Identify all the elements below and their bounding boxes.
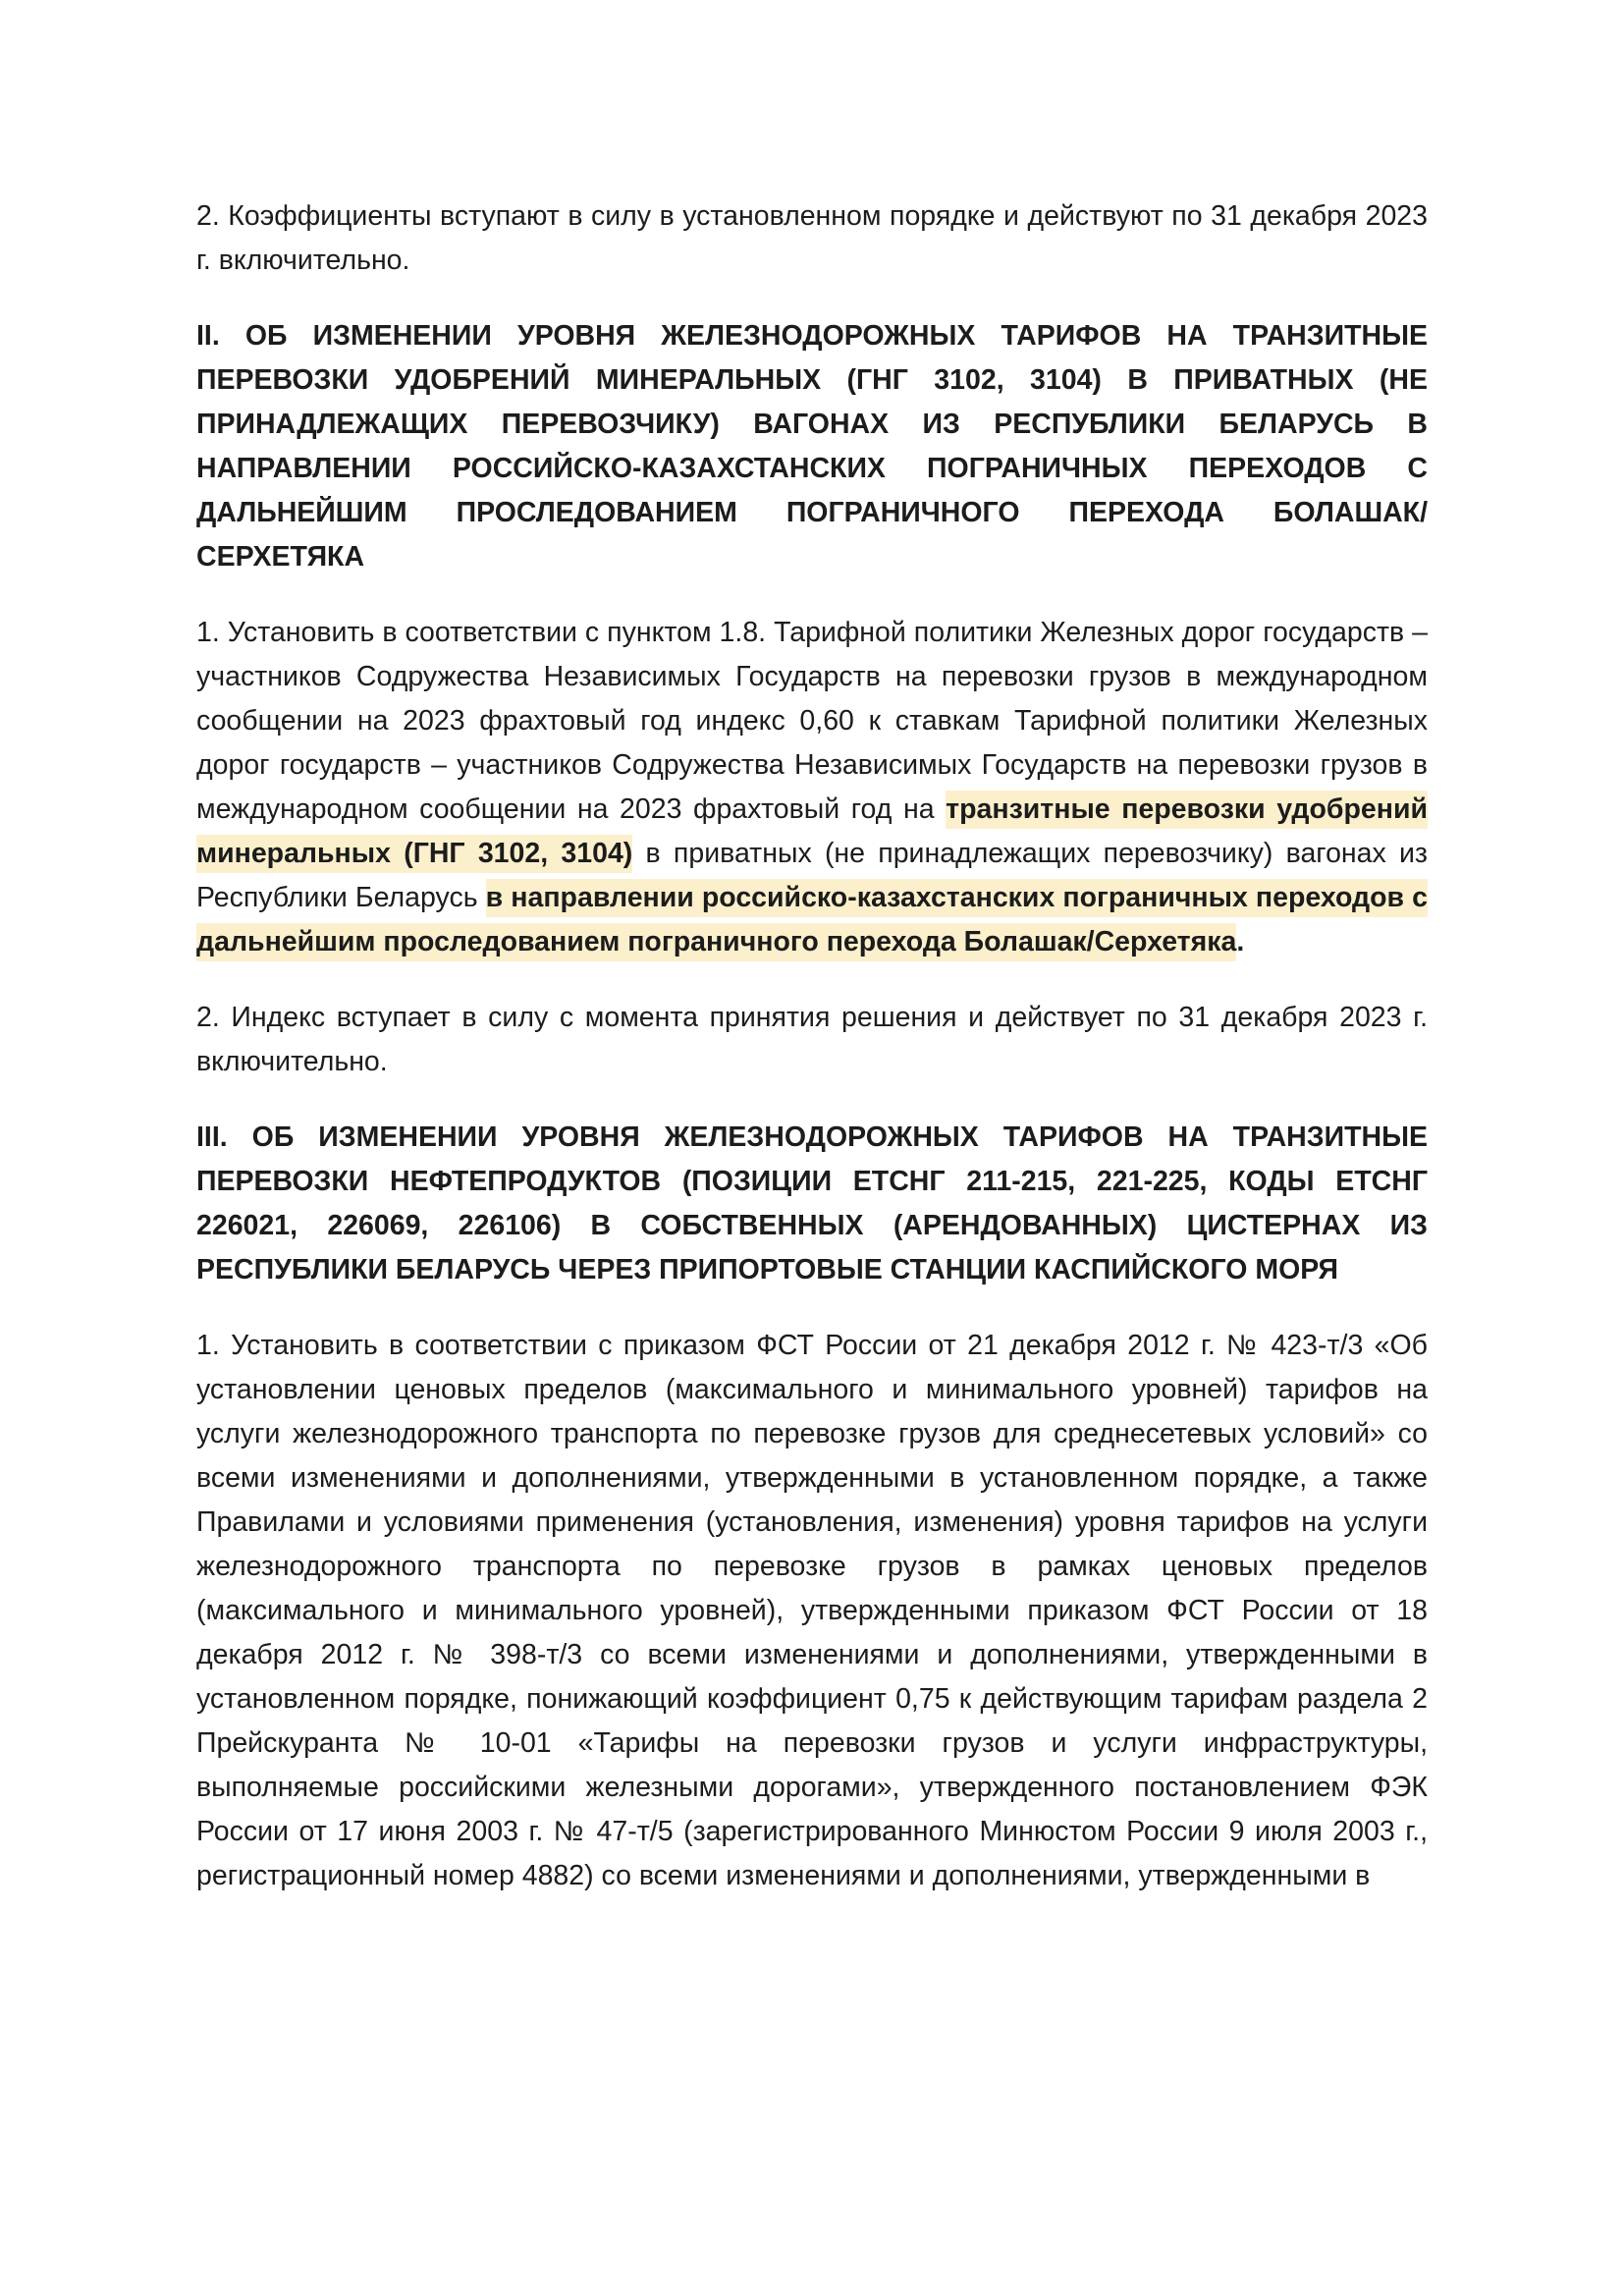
- section-heading: [196, 1116, 1428, 1292]
- section-heading: [196, 314, 1428, 579]
- text-run: 2. Индекс вступает в силу с момента принятия решения и действует по 31 декабря 2023 г. включительно.: [196, 1002, 1428, 1077]
- body-paragraph: [196, 996, 1428, 1084]
- body-paragraph: [196, 1324, 1428, 1898]
- text-run: 1. Установить в соответствии с пунктом 1.8. Тарифной политики Железных дорог государств – участников Содружества Независимых Государств на перевозки грузов в международном сообщении на 2023 фрахтовый год индекс 0,60 к ставкам Тарифной политики Железных дорог государств – участников Содружества Независимых Государств на перевозки грузов в международном сообщении на 2023 фрахтовый год на: [196, 617, 1428, 825]
- highlighted-text-run: транзитные перевозки удобрений минеральных (ГНГ 3102, 3104): [196, 793, 1428, 869]
- text-run: III. ОБ ИЗМЕНЕНИИ УРОВНЯ ЖЕЛЕЗНОДОРОЖНЫХ ТАРИФОВ НА ТРАНЗИТНЫЕ ПЕРЕВОЗКИ НЕФТЕПРОДУКТОВ (ПОЗИЦИИ ЕТСНГ 211-215, 221-225, КОДЫ ЕТСНГ 226021, 226069, 226106) В СОБСТВЕННЫХ (АРЕНДОВАННЫХ) ЦИСТЕРНАХ ИЗ РЕСПУБЛИКИ БЕЛАРУСЬ ЧЕРЕЗ ПРИПОРТОВЫЕ СТАНЦИИ КАСПИЙСКОГО МОРЯ: [196, 1121, 1428, 1285]
- text-run: .: [1236, 926, 1245, 957]
- text-run: 1. Установить в соответствии с приказом ФСТ России от 21 декабря 2012 г. № 423-т/3 «Об установлении ценовых пределов (максимального и минимального уровней) тарифов на услуги железнодорожного транспорта по перевозке грузов для среднесетевых условий» со всеми изменениями и дополнениями, утвержденными в установленном порядке, а также Правилами и условиями применения (установления, изменения) уровня тарифов на услуги железнодорожного транспорта по перевозке грузов в рамках ценовых пределов (максимального и минимального уровней), утвержденными приказом ФСТ России от 18 декабря 2012 г. № 398-т/3 со всеми изменениями и дополнениями, утвержденными в установленном порядке, понижающий коэффициент 0,75 к действующим тарифам раздела 2 Прейскуранта № 10-01 «Тарифы на перевозки грузов и услуги инфраструктуры, выполняемые российскими железными дорогами», утвержденного постановлением ФЭК России от 17 июня 2003 г. № 47-т/5 (зарегистрированного Минюстом России 9 июля 2003 г., регистрационный номер 4882) со всеми изменениями и дополнениями, утвержденными в: [196, 1330, 1428, 1891]
- highlighted-text-run: в направлении российско-казахстанских пограничных переходов с дальнейшим проследованием пограничного перехода Болашак/Серхетяка: [196, 882, 1428, 957]
- text-run: 2. Коэффициенты вступают в силу в установленном порядке и действуют по 31 декабря 2023 г. включительно.: [196, 200, 1428, 276]
- body-paragraph: [196, 194, 1428, 283]
- body-paragraph: [196, 611, 1428, 964]
- text-run: II. ОБ ИЗМЕНЕНИИ УРОВНЯ ЖЕЛЕЗНОДОРОЖНЫХ ТАРИФОВ НА ТРАНЗИТНЫЕ ПЕРЕВОЗКИ УДОБРЕНИЙ МИНЕРАЛЬНЫХ (ГНГ 3102, 3104) В ПРИВАТНЫХ (НЕ ПРИНАДЛЕЖАЩИХ ПЕРЕВОЗЧИКУ) ВАГОНАХ ИЗ РЕСПУБЛИКИ БЕЛАРУСЬ В НАПРАВЛЕНИИ РОССИЙСКО-КАЗАХСТАНСКИХ ПОГРАНИЧНЫХ ПЕРЕХОДОВ С ДАЛЬНЕЙШИМ ПРОСЛЕДОВАНИЕМ ПОГРАНИЧНОГО ПЕРЕХОДА БОЛАШАК/СЕРХЕТЯКА: [196, 320, 1428, 573]
- text-run: в приватных (не принадлежащих перевозчику) вагонах из Республики Беларусь: [196, 838, 1428, 913]
